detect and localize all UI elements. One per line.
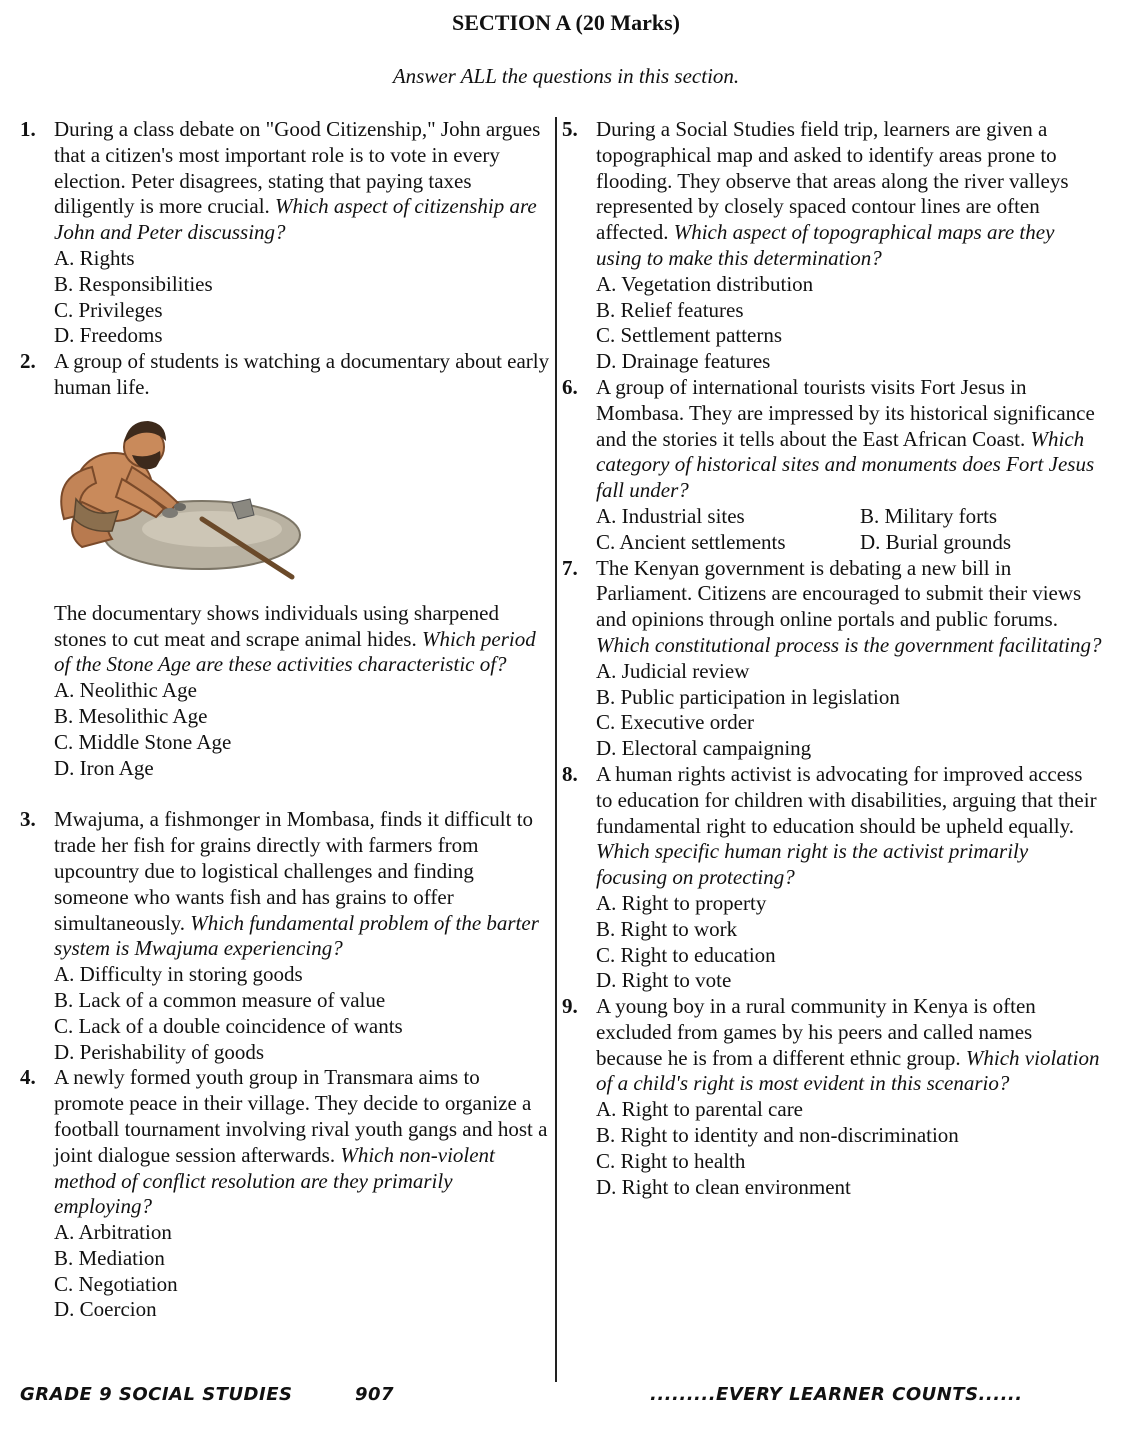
option-b: B. Public participation in legislation	[596, 684, 900, 709]
question-2-body	[54, 601, 550, 678]
question-5	[562, 117, 1102, 375]
option-b: B. Relief features	[596, 297, 744, 322]
option-c: C. Middle Stone Age	[54, 729, 232, 754]
option-a: A. Rights	[54, 245, 135, 270]
section-title: SECTION A (20 Marks)	[452, 10, 680, 35]
option-b: B. Right to identity and non-discrimination	[596, 1123, 959, 1148]
option-d: D. Burial grounds	[860, 529, 1012, 554]
option-c: C. Negotiation	[54, 1271, 178, 1296]
question-prompt: Which period of the Stone Age are these activities characteristic of?	[54, 626, 536, 677]
question-6	[562, 375, 1102, 556]
option-c: C. Executive order	[596, 710, 755, 735]
question-stem: A young boy in a rural community in Kenya is often excluded from games by his peers and called names because he is from a different ethnic group.	[596, 994, 1036, 1070]
option-c: C. Ancient settlements	[596, 529, 786, 554]
question-prompt: Which violation of a child's right is most evident in this scenario?	[596, 1045, 1100, 1096]
option-a: A. Arbitration	[54, 1220, 172, 1245]
question-stem: A human rights activist is advocating for improved access to education for children with disabilities, arguing that their fundamental right to education should be upheld equally.	[596, 761, 1097, 838]
option-d: D. Electoral campaigning	[596, 736, 812, 761]
question-stem: During a Social Studies field trip, learners are given a topographical map and asked to identify areas prone to flooding. They observe that areas along the river valleys represented by closely spaced contour lines are often affected.	[596, 117, 1069, 245]
option-c: C. Right to health	[596, 1148, 746, 1173]
question-prompt: Which constitutional process is the government facilitating?	[596, 632, 1102, 657]
question-stem: A group of students is watching a documentary about early human life.	[54, 349, 550, 399]
question-number: 3.	[20, 807, 36, 832]
question-prompt: Which aspect of citizenship are John and Peter discussing?	[54, 194, 537, 245]
question-7	[562, 556, 1102, 762]
option-b: B. Mesolithic Age	[54, 703, 208, 728]
option-c: C. Right to education	[596, 942, 776, 967]
question-number: 6.	[562, 374, 578, 399]
option-a: A. Neolithic Age	[54, 678, 197, 703]
question-stem: A group of international tourists visits Fort Jesus in Mombasa. They are impressed by its historical significance and the stories it tells about the East African Coast.	[596, 374, 1095, 451]
option-d: D. Drainage features	[596, 349, 771, 374]
option-c: C. Settlement patterns	[596, 323, 783, 348]
column-divider	[555, 117, 557, 1382]
question-number: 7.	[562, 555, 578, 580]
question-stem: The Kenyan government is debating a new bill in Parliament. Citizens are encouraged to submit their views and opinions through online portals and public forums.	[596, 555, 1082, 632]
question-prompt: Which aspect of topographical maps are they using to make this determination?	[596, 220, 1055, 270]
left-column	[20, 117, 550, 1323]
option-b: B. Responsibilities	[54, 271, 213, 296]
question-stem: Mwajuma, a fishmonger in Mombasa, finds it difficult to trade her fish for grains directly with farmers from upcountry due to logistical challenges and finding someone who wants fish and has grains to offer simultaneously.	[54, 807, 534, 935]
option-a: A. Right to parental care	[596, 1097, 804, 1122]
option-d: D. Iron Age	[54, 755, 154, 780]
option-b: B. Mediation	[54, 1245, 165, 1270]
option-d: D. Freedoms	[54, 323, 163, 348]
question-stem: A newly formed youth group in Transmara aims to promote peace in their village. They decide to organize a football tournament involving rival youth gangs and host a joint dialogue session afterwards.	[54, 1065, 548, 1167]
early-human-illustration	[52, 407, 302, 587]
footer-motto: .........EVERY LEARNER COUNTS......	[650, 1384, 1023, 1405]
question-8	[562, 762, 1102, 994]
question-number: 1.	[20, 117, 36, 141]
question-number: 5.	[562, 117, 578, 141]
footer-subject: GRADE 9 SOCIAL STUDIES	[20, 1384, 293, 1405]
option-d: D. Coercion	[54, 1297, 157, 1322]
options-grid	[596, 504, 1102, 556]
footer-page-number: 907	[355, 1384, 395, 1405]
option-b: B. Military forts	[860, 503, 998, 528]
question-4	[20, 1065, 550, 1323]
question-prompt: Which non-violent method of conflict resolution are they primarily employing?	[54, 1142, 495, 1219]
option-a: A. Vegetation distribution	[596, 271, 814, 296]
option-a: A. Industrial sites	[596, 503, 745, 528]
option-b: B. Right to work	[596, 916, 738, 941]
option-c: C. Privileges	[54, 297, 163, 322]
question-1	[20, 117, 550, 349]
question-number: 2.	[20, 349, 36, 374]
spacer	[20, 781, 550, 807]
question-number: 9.	[562, 994, 578, 1019]
question-prompt: Which fundamental problem of the barter system is Mwajuma experiencing?	[54, 910, 539, 961]
question-3	[20, 807, 550, 1065]
option-d: D. Right to vote	[596, 968, 732, 993]
option-a: A. Right to property	[596, 890, 767, 915]
question-prompt: Which specific human right is the activist primarily focusing on protecting?	[596, 839, 1029, 890]
question-number: 4.	[20, 1065, 36, 1090]
right-column	[562, 117, 1102, 1200]
question-number: 8.	[562, 761, 578, 786]
question-9	[562, 994, 1102, 1200]
question-prompt: Which category of historical sites and monuments does Fort Jesus fall under?	[596, 426, 1095, 503]
section-instruction: Answer ALL the questions in this section.	[392, 64, 740, 88]
question-stem: During a class debate on "Good Citizenship," John argues that a citizen's most important role is to vote in every election. Peter disagrees, stating that paying taxes diligently is more crucial.	[54, 117, 541, 219]
option-d: D. Right to clean environment	[596, 1174, 851, 1199]
option-b: B. Lack of a common measure of value	[54, 987, 386, 1012]
question-stem: The documentary shows individuals using sharpened stones to cut meat and scrape animal hides.	[54, 600, 499, 651]
option-a: A. Judicial review	[596, 658, 750, 683]
question-2	[20, 349, 550, 781]
option-c: C. Lack of a double coincidence of wants	[54, 1013, 403, 1038]
option-a: A. Difficulty in storing goods	[54, 962, 303, 987]
option-d: D. Perishability of goods	[54, 1039, 264, 1064]
